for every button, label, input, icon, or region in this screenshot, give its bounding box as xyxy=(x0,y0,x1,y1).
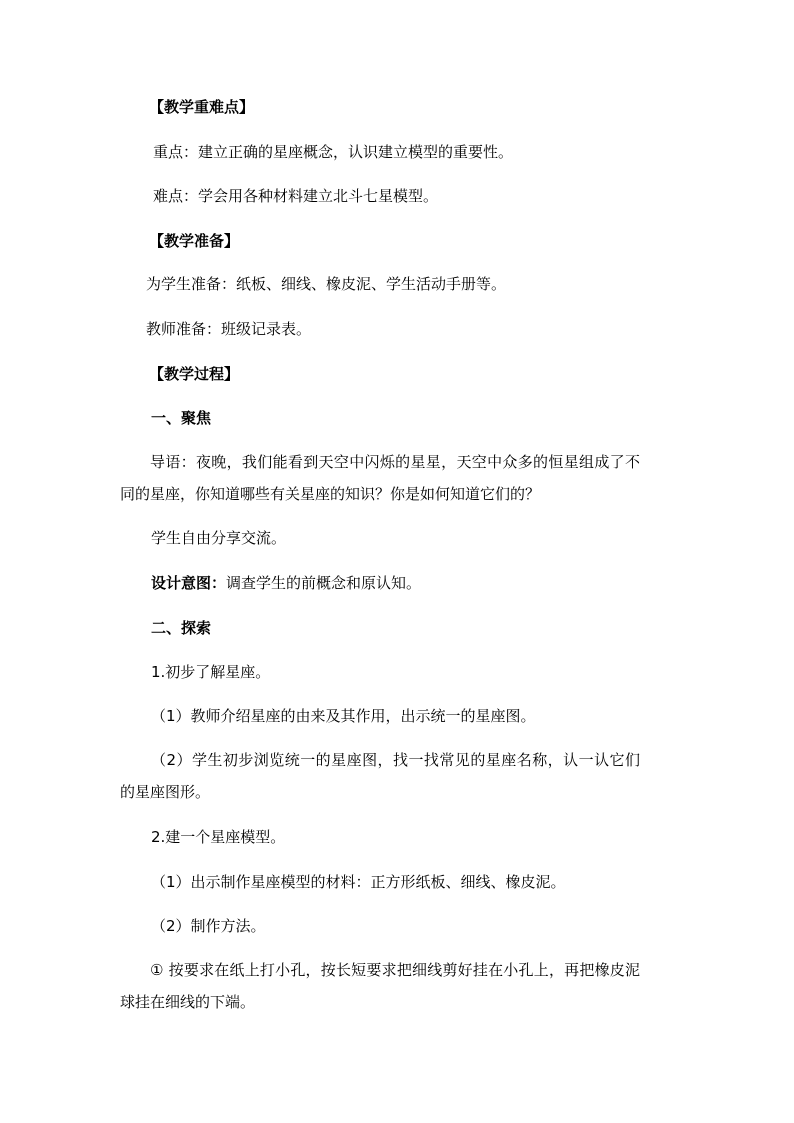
step2-method1-paragraph: ① 按要求在纸上打小孔，按长短要求把细线剪好挂在小孔上，再把橡皮泥球挂在细线的下端。 xyxy=(120,961,640,1011)
step2-sub2-text: （2）制作方法。 xyxy=(151,917,266,935)
difficult-point-text: 难点：学会用各种材料建立北斗七星模型。 xyxy=(153,187,439,205)
intro-paragraph: 导语：夜晚，我们能看到天空中闪烁的星星，天空中众多的恒星组成了不同的星座，你知道哪些有关星座的知识？你是如何知道它们的？ xyxy=(120,453,640,503)
section-explore-heading: 二、探索 xyxy=(151,619,212,637)
step1-sub1-text: （1）教师介绍星座的由来及其作用，出示统一的星座图。 xyxy=(151,707,536,725)
step1-heading: 1.初步了解星座。 xyxy=(151,663,271,681)
design-intent-line xyxy=(151,572,421,594)
heading-key-points: 【教学重难点】 xyxy=(149,98,255,116)
step1-sub2-paragraph: （2）学生初步浏览统一的星座图，找一找常见的星座名称，认一认它们的星座图形。 xyxy=(120,751,640,801)
heading-preparation: 【教学准备】 xyxy=(149,232,240,250)
heading-process: 【教学过程】 xyxy=(149,365,240,383)
key-point-text: 重点：建立正确的星座概念，认识建立模型的重要性。 xyxy=(153,143,514,161)
students-share-text: 学生自由分享交流。 xyxy=(151,529,287,547)
step2-heading: 2.建一个星座模型。 xyxy=(151,828,286,846)
design-intent-text: 调查学生的前概念和原认知。 xyxy=(226,574,422,592)
prep-teacher-text: 教师准备：班级记录表。 xyxy=(146,320,312,338)
section-focus-heading: 一、聚焦 xyxy=(151,409,212,427)
step2-sub1-text: （1）出示制作星座模型的材料：正方形纸板、细线、橡皮泥。 xyxy=(151,873,566,891)
design-intent-label: 设计意图： xyxy=(151,574,227,592)
prep-students-text: 为学生准备：纸板、细线、橡皮泥、学生活动手册等。 xyxy=(146,275,507,293)
